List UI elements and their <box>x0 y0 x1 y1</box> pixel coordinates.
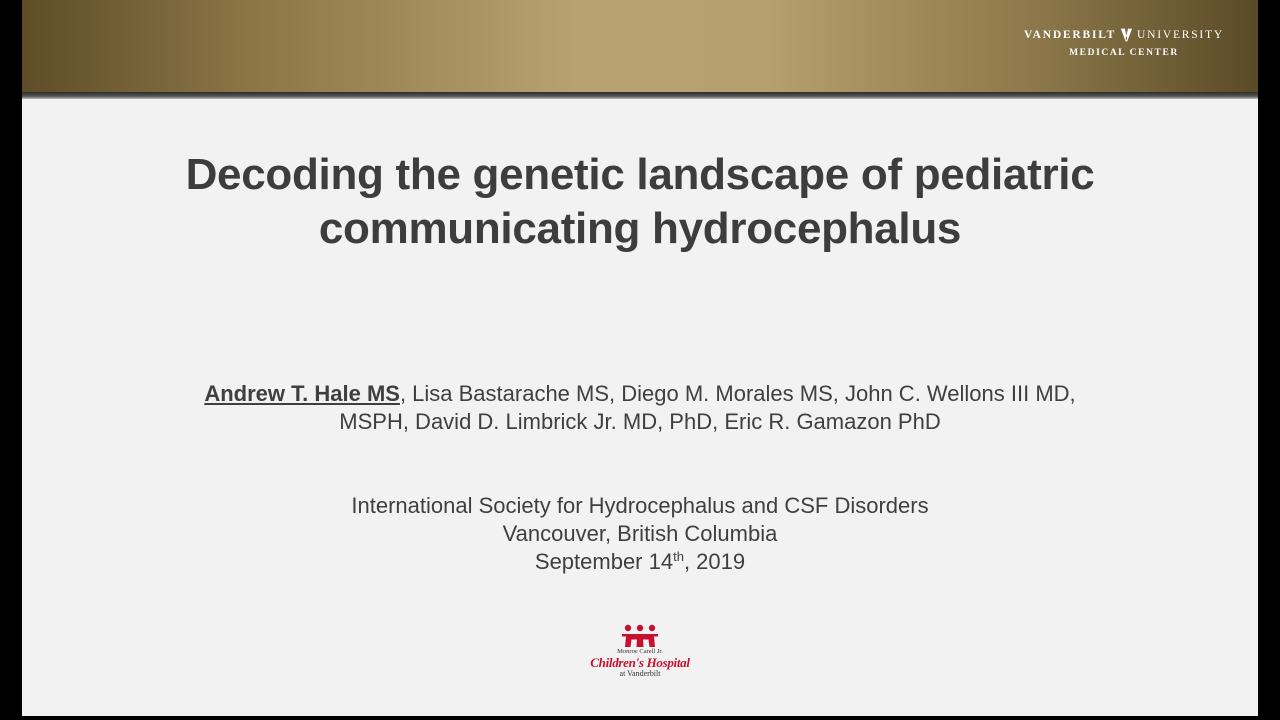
slide-title <box>22 148 1258 256</box>
author-list <box>22 380 1258 436</box>
author-line-2: MSPH, David D. Limbrick Jr. MD, PhD, Eric R. Gamazon PhD <box>339 409 941 434</box>
date-ordinal: th <box>673 549 684 564</box>
vanderbilt-logo <box>1024 26 1224 58</box>
vanderbilt-word: VANDERBILT <box>1024 29 1117 41</box>
university-word: UNIVERSITY <box>1137 29 1224 41</box>
monroe-carell-label: Monroe Carell Jr. <box>617 648 663 655</box>
childrens-hospital-logo <box>588 624 692 678</box>
presenting-author: Andrew T. Hale MS <box>204 381 400 406</box>
header-divider <box>22 92 1258 99</box>
childrens-hospital-label: Children's Hospital <box>590 655 690 670</box>
at-vanderbilt-label: at Vanderbilt <box>619 669 661 678</box>
coauthors-line-1: , Lisa Bastarache MS, Diego M. Morales MS, John C. Wellons III MD, <box>399 381 1076 406</box>
children-figures-icon <box>620 624 660 648</box>
title-slide <box>22 0 1258 716</box>
conference-date <box>22 548 1258 576</box>
date-prefix: September 14 <box>534 549 674 574</box>
conference-name: International Society for Hydrocephalus and CSF Disorders <box>351 493 929 518</box>
vanderbilt-v-oak-icon <box>1120 26 1133 44</box>
author-line-1 <box>22 380 1258 408</box>
medical-center-label: MEDICAL CENTER <box>1069 48 1179 58</box>
title-line-1: Decoding the genetic landscape of pediatric <box>185 150 1095 199</box>
title-line-2: communicating hydrocephalus <box>318 204 962 253</box>
conference-location: Vancouver, British Columbia <box>502 521 778 546</box>
conference-info <box>22 492 1258 576</box>
date-suffix: , 2019 <box>683 549 746 574</box>
vanderbilt-wordmark <box>1024 26 1224 44</box>
